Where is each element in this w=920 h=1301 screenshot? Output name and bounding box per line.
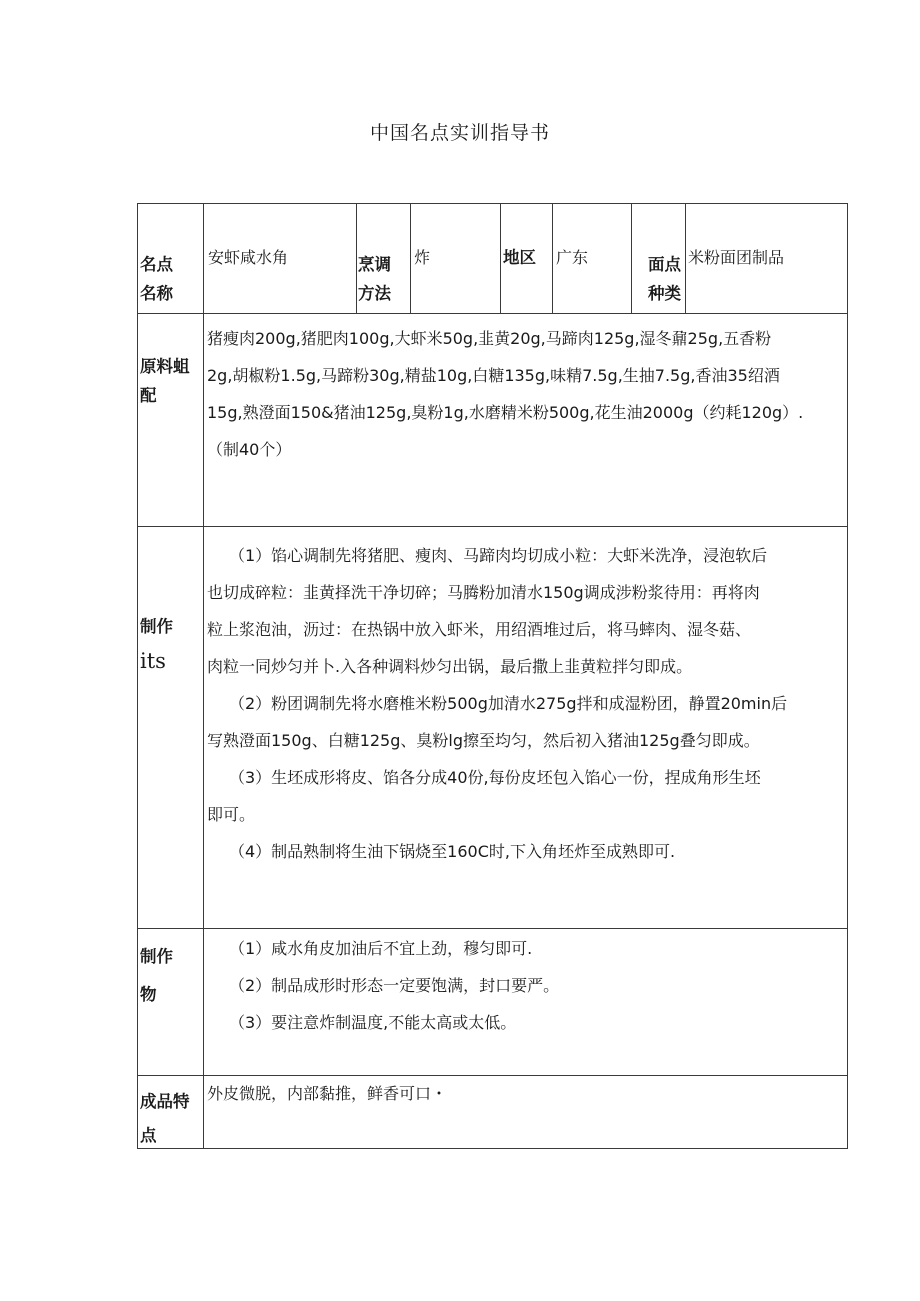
row-divider	[137, 928, 848, 929]
notes-line: （3）要注意炸制温度,不能太高或太低。	[229, 1013, 517, 1032]
ingredients-line: 猪瘦肉200g,猪肥肉100g,大虾米50g,韭黄20g,马蹄肉125g,湿冬鼐25g,五香粉	[207, 329, 772, 348]
table-border-left	[137, 203, 138, 1149]
features-label: 成品特 点	[140, 1092, 190, 1145]
process-line: 粒上浆泡油，沥过：在热锅中放入虾米，用绍酒堆过后，将马蟀肉、湿冬菇、	[207, 620, 752, 639]
process-text	[207, 537, 847, 870]
process-line: 即可。	[207, 805, 256, 824]
process-line: （3）生坯成形将皮、馅各分成40份,每份皮坯包入馅心一份，捏成角形生坯	[229, 768, 761, 787]
row-divider	[137, 526, 848, 527]
process-label-line: its	[140, 649, 166, 673]
table-border-top	[137, 203, 848, 204]
name-label: 名点 名称	[140, 255, 173, 303]
row-divider	[137, 313, 848, 314]
document-title: 中国名点实训指导书	[369, 122, 550, 144]
process-line: （1）馅心调制先将猪肥、瘦肉、马蹄肉均切成小粒：大虾米洗净，浸泡软后	[229, 546, 768, 565]
method-value: 炸	[414, 248, 431, 267]
region-value: 广东	[556, 248, 589, 267]
ingredients-text	[207, 320, 847, 468]
features-value: 外皮微脱，内部黏推，鲜香可口・	[207, 1084, 448, 1103]
notes-line: （1）咸水角皮加油后不宜上劲，穆匀即可.	[229, 939, 533, 958]
region-label: 地区	[503, 248, 536, 267]
table-border-bottom	[137, 1148, 848, 1149]
process-line: （2）粉团调制先将水磨椎米粉500g加清水275g拌和成湿粉团，静置20min后	[229, 694, 788, 713]
column-divider	[685, 203, 686, 314]
column-divider	[552, 203, 553, 314]
name-value: 安虾咸水角	[208, 248, 289, 267]
column-divider	[631, 203, 632, 314]
column-divider	[500, 203, 501, 314]
column-divider	[410, 203, 411, 314]
process-label	[140, 610, 202, 678]
method-label: 烹调 方法	[358, 255, 391, 303]
column-divider	[203, 203, 204, 1149]
ingredients-line: 2g,胡椒粉1.5g,马蹄粉30g,精盐10g,白糖135g,味精7.5g,生抽7.5g,香油35绍酒	[207, 366, 780, 385]
notes-text	[207, 930, 847, 1041]
notes-line: （2）制品成形时形态一定要饱满，封口要严。	[229, 976, 560, 995]
column-divider	[356, 203, 357, 314]
ingredients-label: 原料蛆 配	[140, 357, 190, 405]
process-label-line: 制作	[140, 617, 173, 636]
ingredients-line: （制40个）	[207, 440, 292, 459]
category-value: 米粉面团制品	[688, 248, 785, 267]
process-line: （4）制品熟制将生油下锅烧至160C时,下入角坯炸至成熟即可.	[229, 842, 676, 861]
ingredients-line: 15g,熟澄面150&猪油125g,臭粉1g,水磨精米粉500g,花生油2000g（约耗120g）.	[207, 403, 804, 422]
table-border-right	[847, 203, 848, 1149]
process-line: 写熟澄面150g、白糖125g、臭粉lg擦至均匀，然后初入猪油125g叠匀即成。	[207, 731, 760, 750]
process-line: 肉粒一同炒匀并卜.入各种调料炒匀出锅，最后撒上韭黄粒拌匀即成。	[207, 657, 693, 676]
notes-label: 制作 物	[140, 947, 173, 1004]
category-label: 面点 种类	[648, 255, 681, 303]
process-line: 也切成碎粒：韭黄择洗干净切碎；马腾粉加清水150g调成涉粉浆待用：再将肉	[207, 583, 760, 602]
row-divider	[137, 1075, 848, 1076]
